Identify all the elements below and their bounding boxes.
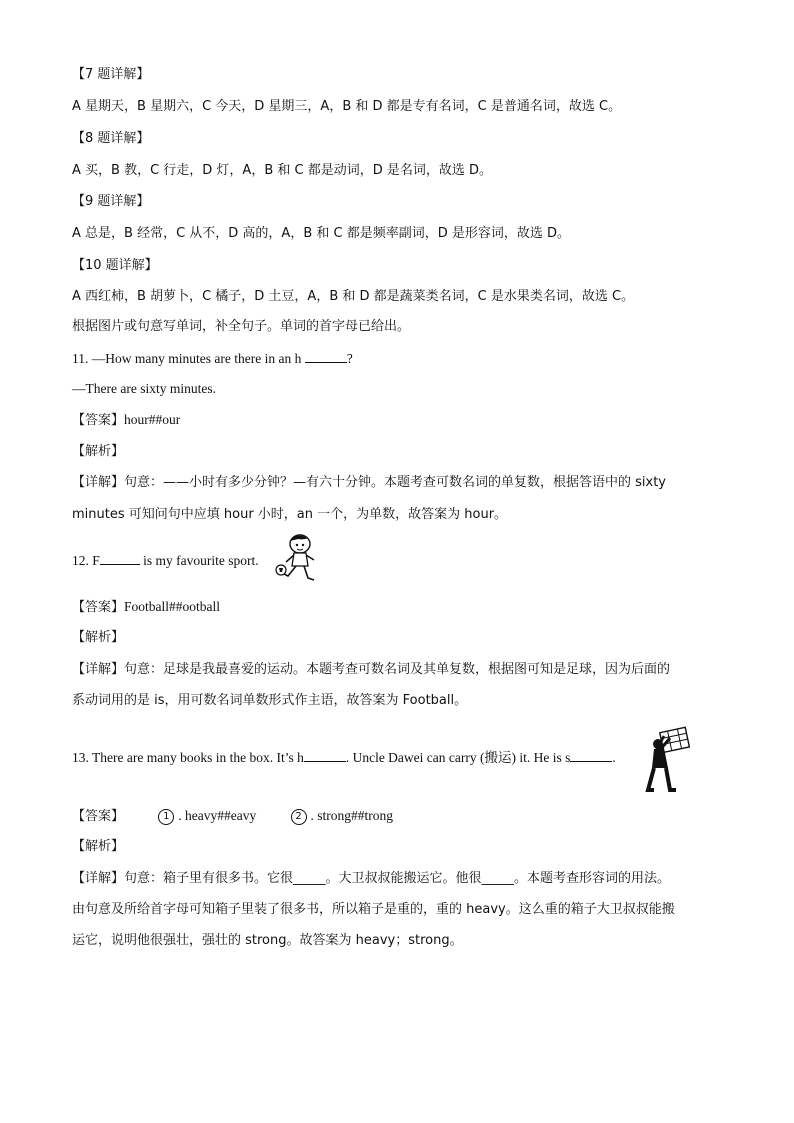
q11-stem-suffix: ? [346,351,353,366]
q11-answer-value: hour##our [124,412,181,427]
q12-answer-label: 【答案】 [72,600,125,615]
q13-answer-value-2: . strong##trong [310,808,394,823]
boy-playing-football-icon [274,532,322,586]
q13-stem [72,749,616,767]
q12-detail-line1: 【详解】句意：足球是我最喜爱的运动。本题考查可数名词及其单复数，根据图可知是足球，因为后面的 [72,662,671,677]
q8-explanation: A 买，B 教，C 行走，D 灯，A，B 和 C 都是动词，D 是名词，故选 D。 [72,163,492,178]
q12-answer [72,598,220,617]
q12-detail-line2: 系动词用的是 is，用可数名词单数形式作主语，故答案为 Football。 [72,693,468,708]
q7-header: 【7 题详解】 [72,67,150,82]
q13-detail-line1: 【详解】句意：箱子里有很多书。它很_____。大卫叔叔能搬运它。他很_____。本题考查形容词的用法。 [72,871,671,886]
q11-stem-prefix: 11. —How many minutes are there in an h [72,351,302,366]
q12-blank [100,552,140,565]
q13-answer-label: 【答案】 [72,809,125,824]
q13-answer [72,807,393,826]
q11-response: —There are sixty minutes. [72,381,216,396]
q12-stem-prefix: 12. F [72,553,100,568]
q8-header: 【8 题详解】 [72,131,150,146]
section-instruction: 根据图片或句意写单词，补全句子。单词的首字母已给出。 [72,319,411,334]
q11-detail-line1: 【详解】句意：——小时有多少分钟？—有六十分钟。本题考查可数名词的单复数，根据答语中的 sixty [72,475,667,490]
q13-detail-line3: 运它，说明他很强壮，强壮的 strong。故答案为 heavy；strong。 [72,933,463,948]
q11-answer [72,411,180,430]
q11-analysis-label: 【解析】 [72,444,125,459]
q13-analysis-label: 【解析】 [72,839,125,854]
q13-stem-part2: . Uncle Dawei can carry (搬运) it. He is s [345,750,571,765]
q9-header: 【9 题详解】 [72,194,150,209]
q11-detail-line2: minutes 可知问句中应填 hour 小时，an 一个，为单数，故答案为 hour。 [72,507,508,522]
man-carrying-box-icon [640,724,696,794]
q9-explanation: A 总是，B 经常，C 从不，D 高的，A，B 和 C 都是频率副词，D 是形容词，故选 D。 [72,226,570,241]
q12-stem-suffix: is my favourite sport. [139,553,259,568]
q12-answer-value: Football##ootball [124,599,221,614]
q13-answer-value-1: . heavy##eavy [178,808,257,823]
q12-stem [72,552,259,570]
q13-blank-1 [304,749,346,762]
q12-analysis-label: 【解析】 [72,630,125,645]
q13-stem-part3: . [612,750,616,765]
q13-blank-2 [570,749,612,762]
q13-detail-line2: 由句意及所给首字母可知箱子里装了很多书，所以箱子是重的，重的 heavy。这么重的箱子大卫叔叔能搬 [72,902,675,917]
q13-answer-number-1: 1 [158,809,174,825]
q10-explanation: A 西红柿，B 胡萝卜，C 橘子，D 土豆，A，B 和 D 都是蔬菜类名词，C 是水果类名词，故选 C。 [72,289,635,304]
q10-header: 【10 题详解】 [72,258,158,273]
q11-answer-label: 【答案】 [72,413,125,428]
q7-explanation: A 星期天，B 星期六，C 今天，D 星期三，A，B 和 D 都是专有名词，C 是普通名词，故选 C。 [72,99,622,114]
q13-answer-number-2: 2 [291,809,307,825]
q11-blank [305,350,347,363]
q11-stem [72,350,353,368]
q13-stem-part1: 13. There are many books in the box. It’s h [72,750,304,765]
